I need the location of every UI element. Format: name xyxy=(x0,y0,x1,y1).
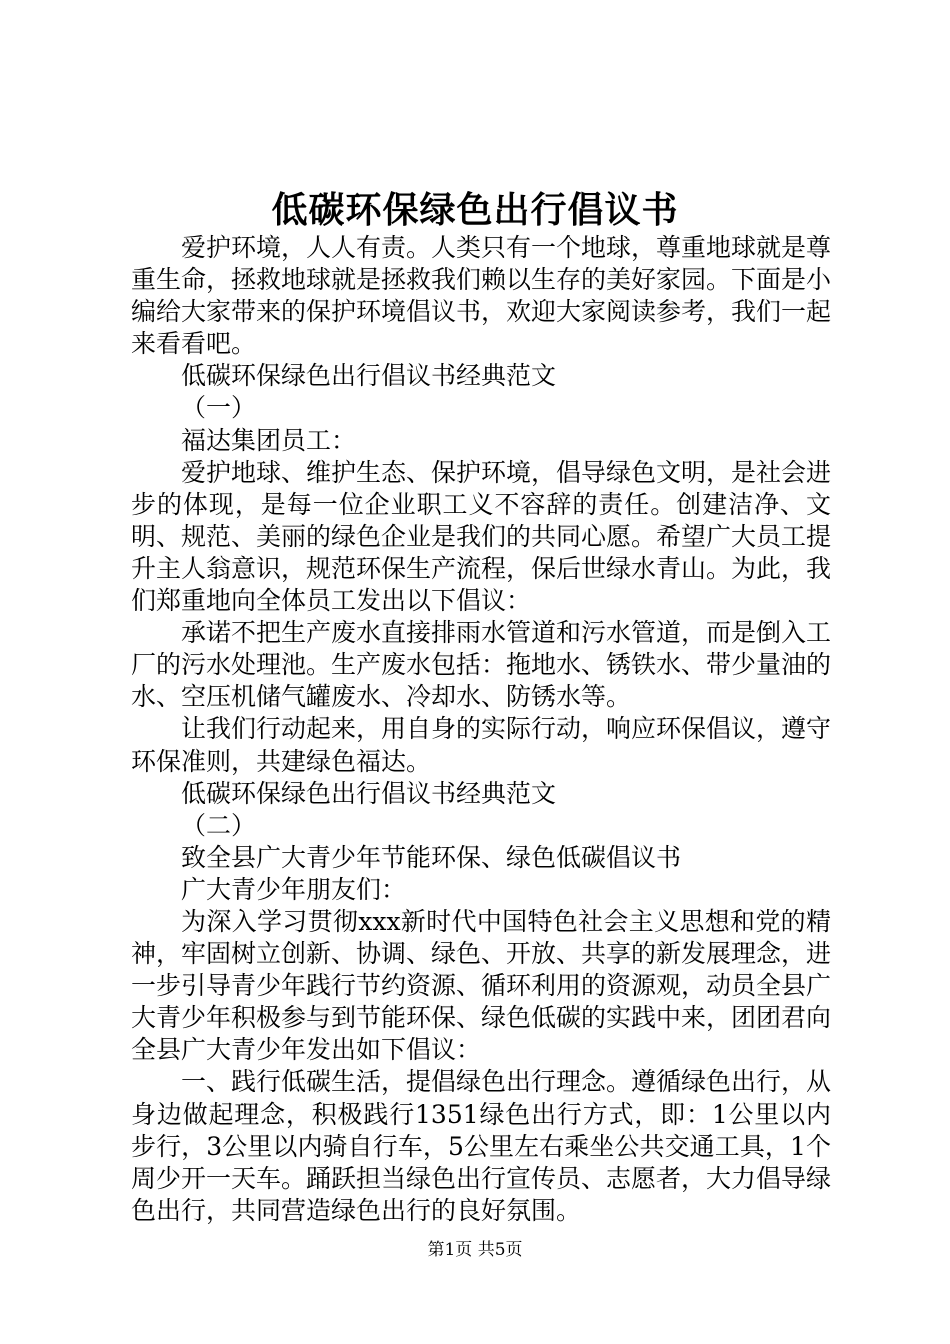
letter-title: 致全县广大青少年节能环保、绿色低碳倡议书 xyxy=(181,842,682,872)
section-number-1: （一） xyxy=(181,393,257,423)
document-title: 低碳环保绿色出行倡议书 xyxy=(271,189,679,231)
paragraph-body-2: 承诺不把生产废水直接排雨水管道和污水管道，而是倒入工厂的污水处理池。生产废水包括：拖地水、锈铁水、带少量油的水、空压机储气罐废水、冷却水、防锈水等。 xyxy=(131,618,832,712)
page-footer: 第1页 共5页 xyxy=(427,1240,523,1260)
paragraph-body-5: 一、践行低碳生活，提倡绿色出行理念。遵循绿色出行，从身边做起理念，积极践行1351绿色出行方式，即：1公里以内步行，3公里以内骑自行车，5公里左右乘坐公共交通工具，1个周少开一天车。踊跃担当绿色出行宣传员、志愿者，大力倡导绿色出行，共同营造绿色出行的良好氛围。 xyxy=(131,1067,832,1225)
section-heading-1: 低碳环保绿色出行倡议书经典范文 xyxy=(181,361,557,391)
section-heading-2: 低碳环保绿色出行倡议书经典范文 xyxy=(181,778,557,808)
paragraph-body-3: 让我们行动起来，用自身的实际行动，响应环保倡议，遵守环保准则，共建绿色福达。 xyxy=(131,714,832,776)
salutation-1: 福达集团员工： xyxy=(181,425,357,455)
document-body xyxy=(131,232,831,1227)
salutation-2: 广大青少年朋友们： xyxy=(181,874,407,904)
paragraph-intro: 爱护环境，人人有责。人类只有一个地球，尊重地球就是尊重生命，拯救地球就是拯救我们赖以生存的美好家园。下面是小编给大家带来的保护环境倡议书，欢迎大家阅读参考，我们一起来看看吧。 xyxy=(131,233,832,359)
paragraph-body-1: 爱护地球、维护生态、保护环境，倡导绿色文明，是社会进步的体现，是每一位企业职工义不容辞的责任。创建洁净、文明、规范、美丽的绿色企业是我们的共同心愿。希望广大员工提升主人翁意识，规范环保生产流程，保后世绿水青山。为此，我们郑重地向全体员工发出以下倡议： xyxy=(131,457,832,616)
section-number-2: （二） xyxy=(181,810,257,840)
paragraph-body-4: 为深入学习贯彻xxx新时代中国特色社会主义思想和党的精神，牢固树立创新、协调、绿色、开放、共享的新发展理念，进一步引导青少年践行节约资源、循环利用的资源观，动员全县广大青少年积极参与到节能环保、绿色低碳的实践中来，团团君向全县广大青少年发出如下倡议： xyxy=(131,906,832,1065)
